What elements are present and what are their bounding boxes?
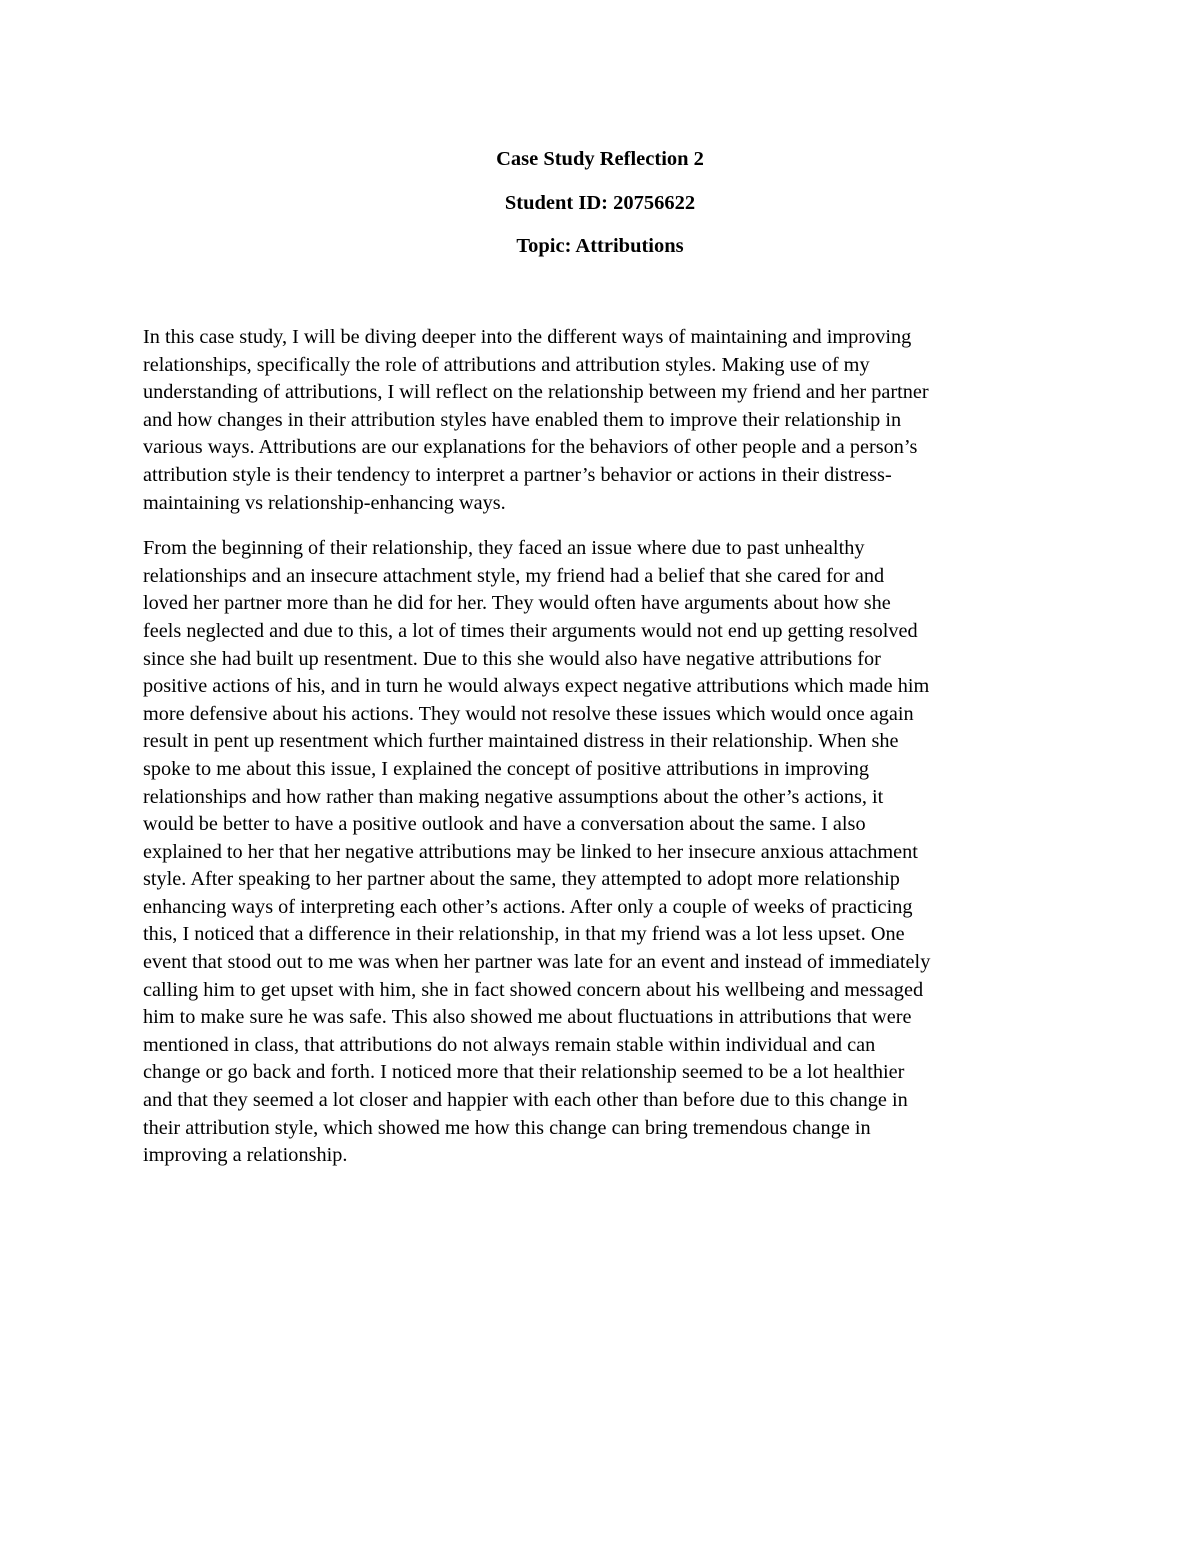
text-line: result in pent up resentment which further maintained distress in their relationship. When she — [143, 730, 899, 753]
text-line: more defensive about his actions. They would not resolve these issues which would once again — [143, 702, 914, 725]
text-line: mentioned in class, that attributions do not always remain stable within individual and can — [143, 1033, 876, 1056]
text-line: loved her partner more than he did for her. They would often have arguments about how she — [143, 592, 891, 615]
text-line: change or go back and forth. I noticed more that their relationship seemed to be a lot healthier — [143, 1061, 905, 1084]
topic-heading: Topic: Attributions — [516, 235, 684, 257]
text-line: various ways. Attributions are our explanations for the behaviors of other people and a person’s — [143, 436, 918, 459]
text-line: and that they seemed a lot closer and happier with each other than before due to this change in — [143, 1089, 908, 1112]
document-body — [143, 324, 1103, 1188]
text-line: style. After speaking to her partner about the same, they attempted to adopt more relationship — [143, 868, 900, 891]
text-line: since she had built up resentment. Due to this she would also have negative attributions for — [143, 647, 881, 670]
text-line: feels neglected and due to this, a lot of times their arguments would not end up getting resolved — [143, 619, 918, 642]
text-line: event that stood out to me was when her partner was late for an event and instead of immediately — [143, 951, 931, 974]
document-title: Case Study Reflection 2 — [496, 148, 704, 170]
text-line: relationships, specifically the role of attributions and attribution styles. Making use of my — [143, 353, 870, 376]
text-line: this, I noticed that a difference in their relationship, in that my friend was a lot less upset. One — [143, 923, 905, 946]
text-line: would be better to have a positive outlook and have a conversation about the same. I also — [143, 813, 866, 836]
text-line: explained to her that her negative attributions may be linked to her insecure anxious attachment — [143, 840, 918, 863]
text-line: relationships and an insecure attachment style, my friend had a belief that she cared for and — [143, 564, 885, 587]
text-line: From the beginning of their relationship, they faced an issue where due to past unhealthy — [143, 537, 865, 560]
student-id: Student ID: 20756622 — [504, 191, 696, 214]
text-line: relationships and how rather than making negative assumptions about the other’s actions, it — [143, 785, 884, 808]
text-line: understanding of attributions, I will reflect on the relationship between my friend and her partner — [143, 381, 929, 404]
paragraph-reflection — [143, 535, 1103, 1170]
text-line: and how changes in their attribution styles have enabled them to improve their relationship in — [143, 408, 902, 431]
text-line: attribution style is their tendency to interpret a partner’s behavior or actions in their distress- — [143, 463, 892, 486]
text-line: enhancing ways of interpreting each other’s actions. After only a couple of weeks of practicing — [143, 895, 913, 918]
text-line: him to make sure he was safe. This also showed me about fluctuations in attributions that were — [143, 1006, 912, 1029]
text-line: positive actions of his, and in turn he would always expect negative attributions which made him — [143, 675, 930, 698]
text-line: spoke to me about this issue, I explained the concept of positive attributions in improving — [143, 757, 870, 780]
text-line: In this case study, I will be diving deeper into the different ways of maintaining and improving — [143, 326, 912, 348]
text-line: their attribution style, which showed me how this change can bring tremendous change in — [143, 1116, 871, 1139]
paragraph-intro — [143, 324, 1103, 517]
document-header — [0, 138, 1200, 269]
text-line: improving a relationship. — [143, 1144, 348, 1167]
text-line: calling him to get upset with him, she in fact showed concern about his wellbeing and messaged — [143, 978, 924, 1001]
text-line: maintaining vs relationship-enhancing ways. — [143, 491, 506, 514]
